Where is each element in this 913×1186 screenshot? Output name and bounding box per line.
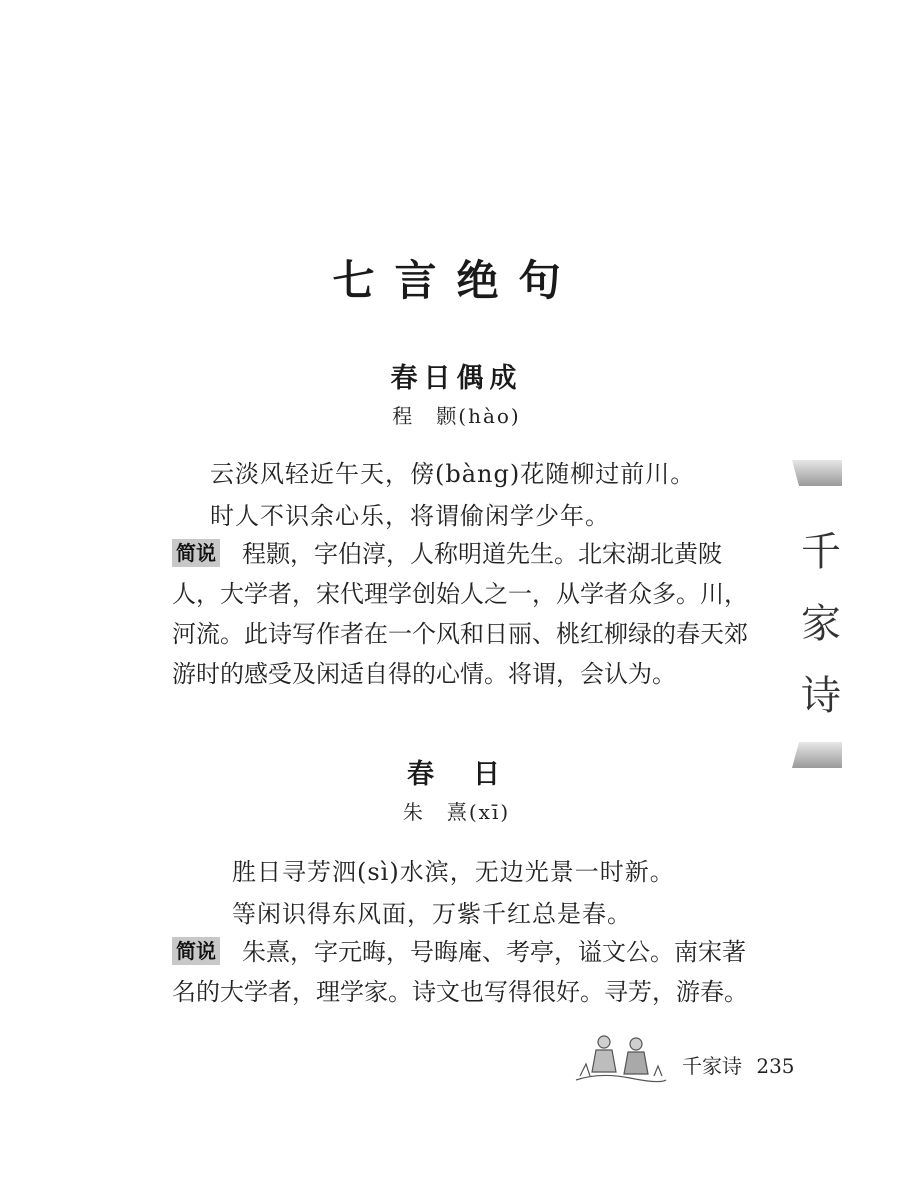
- tab-char: 千: [801, 529, 841, 575]
- commentary-text: 朱熹，字元晦，号晦庵、考亭，谥文公。南宋著名的大学者，理学家。诗文也写得很好。寻芳，游春。: [172, 938, 748, 1006]
- tab-char: 诗: [801, 673, 841, 719]
- commentary-label: 简说: [172, 539, 220, 567]
- page-number: 235: [756, 1054, 795, 1078]
- commentary-label: 简说: [172, 937, 220, 965]
- tab-char: 家: [801, 601, 841, 647]
- page-footer: [682, 1050, 795, 1079]
- commentary: [172, 534, 748, 694]
- footer-book-title: 千家诗: [682, 1054, 742, 1078]
- section-title: 七言绝句: [332, 256, 581, 305]
- poem-line: 云淡风轻近午天，傍(bàng)花随柳过前川。: [210, 460, 696, 488]
- poem-line: 等闲识得东风面，万紫千红总是春。: [232, 900, 632, 928]
- poem-line: 胜日寻芳泗(sì)水滨，无边光景一时新。: [232, 858, 675, 886]
- poem-title: 春日偶成: [390, 363, 523, 394]
- tab-bracket-bottom: [792, 742, 842, 768]
- side-tab: [792, 460, 842, 768]
- poem-title: 春 日: [407, 759, 506, 790]
- commentary: [172, 932, 748, 1012]
- tab-label: [800, 516, 842, 732]
- poem-author: 程 颢(hào): [392, 404, 521, 428]
- tab-bracket-top: [792, 460, 842, 486]
- commentary-text: 程颢，字伯淳，人称明道先生。北宋湖北黄陂人，大学者，宋代理学创始人之一，从学者众多。川，河流。此诗写作者在一个风和日丽、桃红柳绿的春天郊游时的感受及闲适自得的心情。将谓，会认为。: [172, 540, 748, 688]
- poem-author: 朱 熹(xī): [402, 800, 511, 824]
- poem-line: 时人不识余心乐，将谓偷闲学少年。: [210, 502, 610, 530]
- footer-illustration: [570, 1028, 670, 1084]
